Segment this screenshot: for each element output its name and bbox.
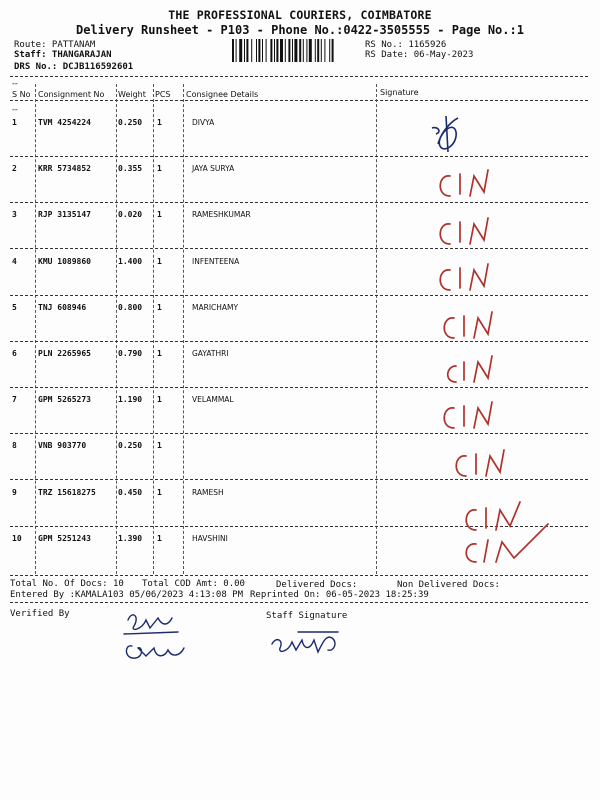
row-pcs: 1 (157, 441, 162, 451)
barcode-bar (274, 39, 275, 62)
total-cod: Total COD Amt: 0.00 (142, 579, 245, 589)
delivered-docs: Delivered Docs: (276, 580, 358, 590)
divider-marker: -- (12, 79, 18, 88)
barcode-bar (246, 39, 248, 62)
rs-date: RS Date: 06-May-2023 (365, 50, 474, 60)
barcode-image (232, 39, 360, 62)
barcode-bar (236, 39, 237, 62)
column-divider (35, 84, 36, 574)
row-consignment-no: GPM 5265273 (38, 395, 91, 405)
barcode-bar (303, 39, 304, 62)
signature-row-1 (432, 116, 458, 152)
drs-number: DRS No.: DCJB116592601 (14, 62, 134, 72)
row-consignee: MARICHAMY (192, 302, 239, 312)
col-header-consignment: Consignment No (38, 90, 105, 99)
row-consignee: RAMESH (192, 487, 224, 497)
reprinted-on: Reprinted On: 06-05-2023 18:25:39 (250, 590, 429, 600)
barcode-bar (262, 39, 263, 62)
divider (10, 602, 588, 603)
row-consignment-no: KRR 5734852 (38, 164, 91, 174)
row-pcs: 1 (157, 349, 162, 358)
divider (10, 76, 588, 77)
barcode-bar (306, 39, 307, 62)
col-header-weight: Weight (118, 90, 146, 99)
barcode-bar (258, 39, 260, 62)
barcode-bar (299, 39, 301, 62)
row-consignment-no: PLN 2265965 (38, 349, 91, 358)
row-weight: 1.190 (118, 395, 143, 405)
barcode-bar (276, 39, 278, 62)
staff-signature (268, 624, 350, 662)
row-weight: 0.355 (118, 164, 143, 174)
col-header-signature: Signature (380, 88, 419, 97)
barcode-bar (288, 39, 290, 62)
row-weight: 0.450 (118, 487, 143, 497)
signature-row-10 (466, 524, 548, 562)
row-consignment-no: RJP 3135147 (38, 210, 91, 220)
row-pcs: 1 (157, 395, 162, 405)
signature-row-2 (440, 170, 488, 196)
barcode-bar (317, 39, 319, 62)
signature-row-7 (444, 402, 492, 428)
row-consignee: RAMESHKUMAR (192, 210, 251, 220)
row-consignment-no: TNJ 608946 (38, 302, 87, 312)
divider-marker: -- (12, 105, 18, 114)
non-delivered-docs: Non Delivered Docs: (397, 580, 500, 590)
barcode-bar (285, 39, 286, 62)
col-header-pcs: PCS (155, 90, 171, 99)
row-sno: 5 (12, 302, 17, 312)
verifier-signature (120, 606, 200, 668)
signature-row-8 (456, 450, 504, 476)
row-sno: 9 (12, 487, 17, 497)
barcode-bar (324, 39, 325, 62)
delivery-signatures (380, 104, 590, 574)
barcode-bar (280, 39, 283, 62)
row-weight: 1.390 (118, 533, 143, 543)
staff-label: Staff: THANGARAJAN (14, 50, 112, 60)
row-weight: 0.250 (118, 441, 143, 451)
row-weight: 0.020 (118, 210, 143, 220)
row-consignment-no: TRZ 15618275 (38, 487, 96, 497)
row-consignee: DIVYA (192, 118, 215, 127)
row-sno: 6 (12, 349, 17, 358)
column-divider (153, 84, 154, 574)
column-divider (116, 84, 117, 574)
row-weight: 0.250 (118, 118, 143, 127)
staff-signature-label: Staff Signature (266, 611, 348, 621)
barcode-bar (329, 39, 330, 62)
row-weight: 0.800 (118, 302, 143, 312)
signature-row-5 (444, 312, 492, 338)
row-consignee: JAYA SURYA (192, 164, 235, 174)
row-pcs: 1 (157, 256, 162, 266)
barcode-bar (251, 39, 252, 62)
row-consignment-no: KMU 1089860 (38, 256, 91, 266)
barcode-bar (256, 39, 257, 62)
signature-row-4 (440, 264, 488, 290)
row-pcs: 1 (157, 487, 162, 497)
runsheet-title: Delivery Runsheet - P103 - Phone No.:0422-3505555 - Page No.:1 (76, 23, 524, 37)
row-pcs: 1 (157, 533, 162, 543)
col-header-sno: S No (12, 90, 31, 99)
barcode-bar (294, 39, 297, 62)
row-consignee: HAVSHINI (192, 533, 228, 543)
row-pcs: 1 (157, 302, 162, 312)
barcode-bar (321, 39, 322, 62)
rs-number: RS No.: 1165926 (365, 40, 447, 50)
row-sno: 1 (12, 118, 17, 127)
barcode-bar (309, 39, 312, 62)
barcode-bar (266, 39, 267, 62)
row-pcs: 1 (157, 164, 162, 174)
row-consignment-no: GPM 5251243 (38, 533, 91, 543)
row-pcs: 1 (157, 118, 162, 127)
row-sno: 2 (12, 164, 17, 174)
signature-row-6 (448, 356, 492, 382)
verified-by-label: Verified By (10, 609, 70, 619)
entered-by: Entered By :KAMALA103 05/06/2023 4:13:08 PM (10, 590, 243, 600)
barcode-bar (332, 39, 334, 62)
row-sno: 4 (12, 256, 17, 266)
signature-row-9 (466, 502, 520, 530)
signature-row-3 (440, 218, 488, 244)
divider (10, 100, 588, 101)
row-sno: 8 (12, 441, 17, 451)
row-weight: 0.790 (118, 349, 143, 358)
row-consignment-no: VNB 903770 (38, 441, 87, 451)
row-weight: 1.400 (118, 256, 143, 266)
total-docs: Total No. Of Docs: 10 (10, 579, 124, 589)
column-divider (183, 84, 184, 574)
column-divider (376, 84, 377, 574)
row-consignment-no: TVM 4254224 (38, 118, 91, 127)
route-label: Route: PATTANAM (14, 40, 96, 50)
row-pcs: 1 (157, 210, 162, 220)
divider (10, 575, 588, 576)
row-consignee: INFENTEENA (192, 256, 240, 266)
barcode-bar (239, 39, 242, 62)
barcode-bar (232, 39, 234, 62)
barcode-bar (292, 39, 293, 62)
col-header-consignee: Consignee Details (186, 90, 259, 99)
row-sno: 10 (12, 533, 22, 543)
barcode-bar (315, 39, 316, 62)
barcode-bar (244, 39, 245, 62)
barcode-bar (270, 39, 272, 62)
row-consignee: GAYATHRI (192, 349, 229, 358)
row-sno: 7 (12, 395, 17, 405)
row-sno: 3 (12, 210, 17, 220)
company-name: THE PROFESSIONAL COURIERS, COIMBATORE (168, 8, 432, 22)
row-consignee: VELAMMAL (192, 395, 234, 405)
